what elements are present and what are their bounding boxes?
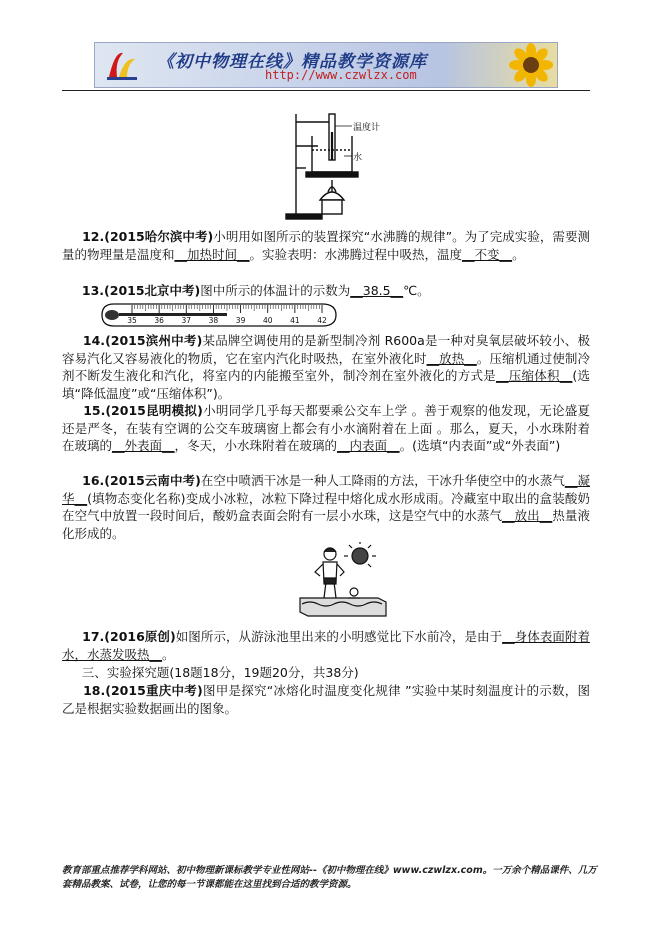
question-16	[62, 472, 590, 542]
question-source: (2015哈尔滨中考)	[104, 229, 214, 244]
clinical-thermometer-figure	[100, 301, 340, 329]
mercury-column	[119, 313, 227, 316]
question-text: 在空中喷洒干冰是一种人工降雨的方法，干冰升华使空中的水蒸气	[200, 473, 565, 488]
question-13	[62, 282, 590, 300]
question-text: 某品牌空调使用的是新型制冷剂 R600a是一种对臭氧层破坏较小、极容易汽化又容易液化的物质，它在室内汽化时吸热，在室外液化时	[62, 333, 590, 366]
question-text: 。(选填“内表面”或“外表面”)	[399, 438, 561, 453]
question-source: (2015昆明模拟)	[105, 403, 203, 418]
thermometer-tick-label: 38	[208, 316, 219, 325]
section-heading	[62, 664, 590, 682]
question-source: (2015北京中考)	[104, 283, 201, 298]
question-text: 图甲是探究“冰熔化时温度变化规律 ”实验中某时刻温度计的示数，图乙是根据实验数据画出的图象。	[62, 683, 591, 716]
question-source: (2015重庆中考)	[105, 683, 203, 698]
thermometer-tick-label: 36	[154, 316, 164, 325]
question-number: 17.	[82, 629, 105, 644]
answer-blank: __加热时间__	[174, 246, 250, 262]
question-text: (选填“降低温度”或“压缩体积”)。	[62, 368, 590, 401]
question-17	[62, 628, 590, 663]
answer-blank: __38.5__	[350, 283, 404, 298]
thermometer-tick-label: 37	[181, 316, 192, 325]
question-source: (2015滨州中考)	[105, 333, 203, 348]
question-text: 。实验表明：水沸腾过程中吸热，温度	[249, 246, 463, 262]
question-14	[62, 332, 590, 402]
answer-blank: __压缩体积__	[496, 368, 573, 383]
sunflower-icon	[509, 43, 553, 87]
thermometer-tick-label: 40	[262, 316, 273, 325]
header-banner	[94, 42, 558, 88]
question-text: 图中所示的体温计的示数为	[200, 283, 351, 298]
answer-blank: __身体表面附着水，水蒸发吸热__	[62, 629, 590, 662]
banner-url[interactable]: http://www.czwlzx.com	[265, 68, 417, 82]
question-text: 。	[512, 246, 525, 262]
answer-blank: __放热__	[426, 350, 477, 366]
question-number: 13.	[81, 283, 105, 298]
question-text: 小明同学几乎每天都要乘公交车上学 。善于观察的他发现，无论盛夏还是严冬，在装有空调的公交车玻璃窗上都会有小水滴附着在上面 。那么，夏天，小水珠附着在玻璃的	[62, 403, 590, 453]
thermometer-tick-label: 41	[290, 316, 300, 325]
header-rule	[62, 90, 590, 91]
label-water: 水	[353, 153, 363, 163]
question-text: 。压缩机通过使制冷剂不断发生液化和汽化，将室内的内能搬至室外，制冷剂在室外液化的方式是	[62, 350, 590, 383]
question-source: (2016原创)	[104, 629, 176, 644]
question-text: (填物态变化名称)变成小冰粒，冰粒下降过程中熔化成水形成雨。冷藏室中取出的盒装酸奶在空气中放置一段时间后，酸奶盒表面会附有一层小水珠，这是空气中的水蒸气	[62, 490, 590, 523]
thermometer-tick-label: 42	[317, 316, 327, 325]
section-heading-text: 三、实验探究题(18题18分，19题20分，共38分)	[81, 665, 359, 680]
question-text: ℃。	[403, 283, 430, 298]
question-text: 。	[162, 646, 175, 662]
question-source: (2015云南中考)	[104, 473, 201, 488]
banner-title: 《初中物理在线》精品教学资源库	[157, 52, 427, 72]
question-number: 18.	[83, 683, 106, 698]
question-number: 15.	[83, 403, 106, 418]
thermometer-tick-label: 39	[235, 316, 246, 325]
thermometer-tick-label: 35	[127, 316, 137, 325]
question-number: 12.	[82, 229, 105, 244]
question-15	[62, 402, 590, 455]
answer-blank: __外表面__	[112, 438, 175, 453]
swimming-pool-figure	[298, 542, 388, 624]
question-18	[62, 682, 590, 717]
question-text: 小明用如图所示的装置探究“水沸腾的规律”。为了完成实验，需要测量的物理量是温度和	[62, 229, 591, 262]
answer-blank: __不变__	[462, 246, 513, 262]
label-thermometer: 温度计	[353, 123, 381, 133]
question-12	[62, 228, 590, 263]
footer-text: 教育部重点推荐学科网站、初中物理新课标教学专业性网站--《初中物理在线》www.czwlzx.com。一万余个精品课件、几万套精品教案、试卷，让您的每一节课都能在这里找到合适的教学资源。	[62, 865, 597, 890]
question-number: 14.	[82, 333, 106, 348]
question-text: 热量液化形成的。	[62, 508, 590, 541]
answer-blank: __凝华__	[62, 473, 590, 506]
question-text: ，冬天，小水珠附着在玻璃的	[174, 438, 338, 453]
question-text: 如图所示，从游泳池里出来的小明感觉比下水前冷，是由于	[175, 629, 503, 644]
boiling-apparatus-figure	[282, 110, 392, 222]
question-number: 16.	[82, 473, 105, 488]
logo-icon	[105, 47, 139, 83]
answer-blank: __内表面__	[337, 438, 400, 453]
answer-blank: __放出__	[502, 508, 553, 523]
